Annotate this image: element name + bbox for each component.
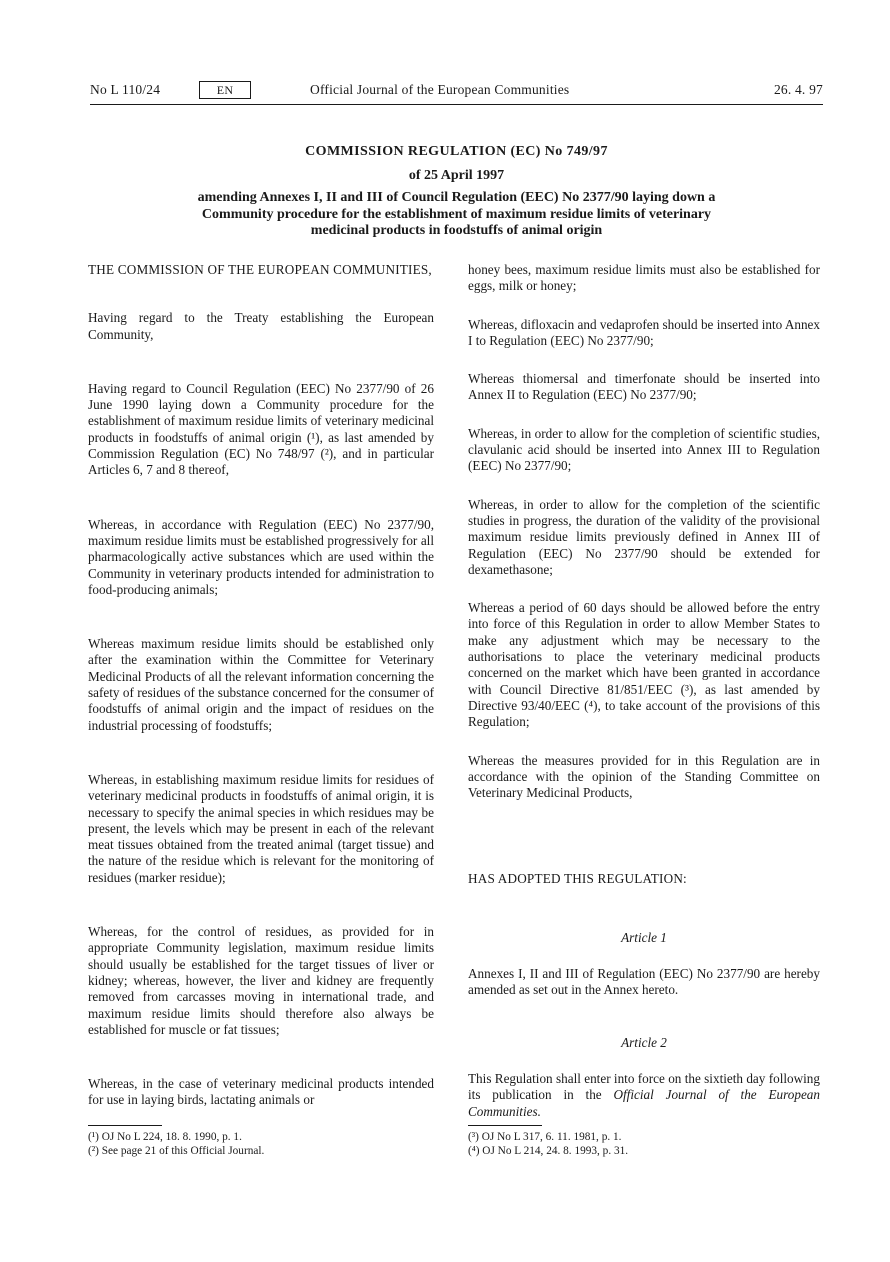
recital: Whereas, in order to allow for the completion of the scientific studies in progress, the duration of the validity of the provisional maximum residue limits previously defined in Annex III of Regulation (EEC) No 2377/90 should be extended for dexamethasone;: [468, 496, 820, 577]
recital: Whereas the measures provided for in this Regulation are in accordance with the opinion of the Standing Committee on Veterinary Medicinal Products,: [468, 752, 820, 801]
footnote: (²) See page 21 of this Official Journal.: [88, 1145, 265, 1157]
recital: honey bees, maximum residue limits must also be established for eggs, milk or honey;: [468, 262, 820, 294]
preamble-heading: THE COMMISSION OF THE EUROPEAN COMMUNITIES,: [88, 262, 432, 277]
recital: Having regard to the Treaty establishing the European Community,: [88, 310, 434, 342]
article-2-body: This Regulation shall enter into force on the sixtieth day following its publication in the: [468, 1070, 820, 1103]
header-divider: [90, 104, 823, 105]
journal-reference: No L 110/24: [90, 82, 161, 97]
page-header: [90, 82, 823, 102]
footnotes-right: [468, 1130, 820, 1158]
article-2-heading: Article 2: [621, 1034, 667, 1050]
recital: Whereas a period of 60 days should be allowed before the entry into force of this Regulation in order to allow Member States to make any adjustment which may be necessary to the authorisations to place the veterinary medicinal products concerned on the market which have been granted in accordance with Council Directive 81/851/EEC (³), as last amended by Directive 93/40/EEC (⁴), to take account of the provisions of this Regulation;: [468, 600, 820, 730]
recital: Whereas, in accordance with Regulation (EEC) No 2377/90, maximum residue limits must be established progressively for all pharmacologically active substances which are used within the Community in veterinary products intended for administration to food-producing animals;: [88, 516, 434, 597]
language-badge: EN: [199, 81, 251, 99]
recital: Whereas maximum residue limits should be established only after the examination within the Committee for Veterinary Medicinal Products of all the relevant information concerning the safety of residues of the substance concerned for the consumer of foodstuffs of animal origin and the impact of residues on the industrial processing of foodstuffs;: [88, 636, 434, 733]
footnotes-left: [88, 1130, 434, 1158]
footnote: (⁴) OJ No L 214, 24. 8. 1993, p. 31.: [468, 1145, 629, 1157]
regulation-title: [90, 142, 823, 240]
article-1-heading: Article 1: [621, 929, 667, 945]
recital: Having regard to Council Regulation (EEC) No 2377/90 of 26 June 1990 laying down a Community procedure for the establishment of maximum residue limits of veterinary medicinal products in foodstuffs of animal origin (¹), as last amended by Commission Regulation (EC) No 748/97 (²), and in particular Articles 6, 7 and 8 thereof,: [88, 380, 434, 478]
article-1-text: Annexes I, II and III of Regulation (EEC) No 2377/90 are hereby amended as set out in the Annex hereto.: [468, 966, 820, 998]
footnote-divider: [468, 1125, 542, 1126]
recital: Whereas thiomersal and timerfonate should be inserted into Annex II to Regulation (EEC) No 2377/90;: [468, 371, 820, 403]
recital: Whereas, in the case of veterinary medicinal products intended for use in laying birds, lactating animals or: [88, 1076, 434, 1108]
article-2-text: [468, 1071, 820, 1120]
publication-date: 26. 4. 97: [773, 82, 823, 97]
regulation-date: of 25 April 1997: [408, 168, 505, 183]
right-column: [468, 262, 820, 1120]
journal-name: Official Journal of the European Communities.: [468, 1087, 820, 1119]
recital: Whereas, difloxacin and vedaprofen should be inserted into Annex I to Regulation (EEC) No 2377/90;: [468, 316, 820, 348]
left-column: [88, 262, 434, 1109]
regulation-number: COMMISSION REGULATION (EC) No 749/97: [305, 144, 608, 159]
adoption-statement: HAS ADOPTED THIS REGULATION:: [468, 871, 687, 887]
footnote: (³) OJ No L 317, 6. 11. 1981, p. 1.: [468, 1131, 622, 1143]
recital: Whereas, in order to allow for the completion of scientific studies, clavulanic acid should be inserted into Annex III to Regulation (EEC) No 2377/90;: [468, 425, 820, 474]
regulation-subject: amending Annexes I, II and III of Council Regulation (EEC) No 2377/90 laying down a Community procedure for the establishment of maximum residue limits of veterinary medicinal products in foodstuffs of animal origin: [197, 190, 716, 238]
footnote-divider: [88, 1125, 162, 1126]
recital: Whereas, in establishing maximum residue limits for residues of veterinary medicinal products in foodstuffs of animal origin, it is necessary to specify the animal species in which residues may be present, the levels which may be present in each of the relevant meat tissues obtained from the treated animal (target tissue) and the nature of the residue which is relevant for the monitoring of residues (marker residue);: [88, 771, 434, 885]
recital: Whereas, for the control of residues, as provided for in appropriate Community legislation, maximum residue limits should usually be established for the target tissues of liver or kidney; whereas, however, the liver and kidney are frequently removed from carcasses moving in international trade, and maximum residue limits should therefore also always be established for muscle or fat tissues;: [88, 924, 434, 1037]
footnote: (¹) OJ No L 224, 18. 8. 1990, p. 1.: [88, 1131, 242, 1143]
journal-title: Official Journal of the European Communities: [310, 82, 570, 97]
